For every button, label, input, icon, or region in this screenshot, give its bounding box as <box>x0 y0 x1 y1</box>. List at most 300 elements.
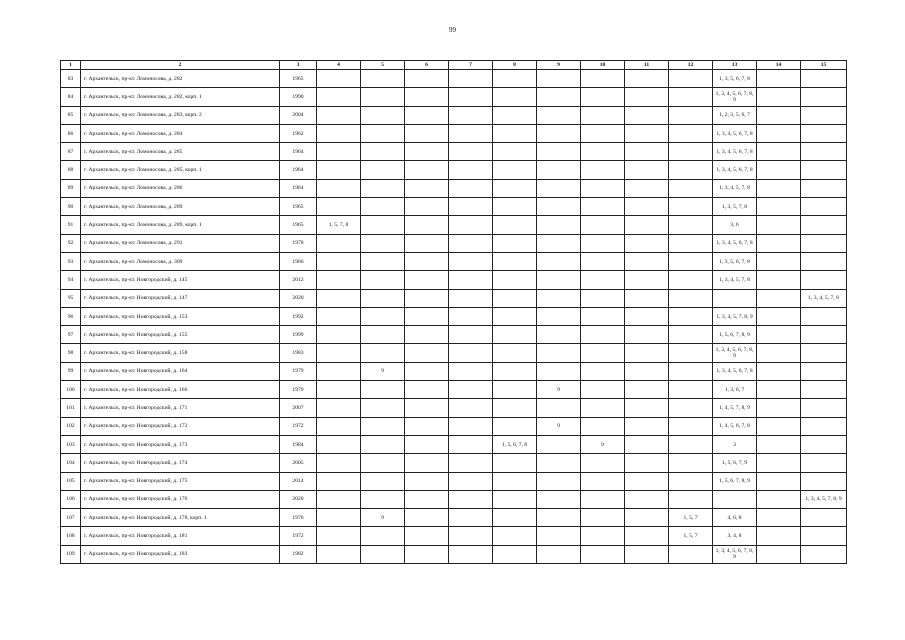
table-row <box>61 271 847 289</box>
table-cell <box>537 143 581 161</box>
column-header-11: 11 <box>625 61 669 70</box>
table-cell: 1, 4, 5, 7, 8, 9 <box>713 399 757 417</box>
table-cell: 1, 3, 4, 5, 7, 8 <box>713 271 757 289</box>
year-cell: 1982 <box>280 545 317 563</box>
table-cell <box>757 344 801 362</box>
row-number-cell: 105 <box>61 472 81 490</box>
table-cell <box>537 216 581 234</box>
table-cell <box>625 252 669 270</box>
table-cell <box>669 307 713 325</box>
address-cell: г. Архангельск, пр-кт. Новгородский, д. 166 <box>81 381 280 399</box>
row-number-cell: 98 <box>61 344 81 362</box>
address-cell: г. Архангельск, пр-кт. Новгородский, д. 147 <box>81 289 280 307</box>
table-cell <box>405 326 449 344</box>
table-cell: 1, 3, 4, 5, 7, 8, 9 <box>713 307 757 325</box>
table-cell <box>317 106 361 124</box>
table-cell <box>405 179 449 197</box>
table-cell: 1, 3, 5, 6, 7, 8 <box>713 70 757 88</box>
table-cell <box>449 179 493 197</box>
table-cell <box>537 490 581 508</box>
table-cell <box>581 70 625 88</box>
table-cell <box>493 362 537 380</box>
table-cell <box>757 143 801 161</box>
row-number-cell: 102 <box>61 417 81 435</box>
table-cell <box>493 106 537 124</box>
table-cell: 1, 2, 3, 5, 6, 7 <box>713 106 757 124</box>
table-cell: 1, 5, 6, 7, 8 <box>493 435 537 453</box>
table-cell <box>581 417 625 435</box>
table-cell <box>801 161 847 179</box>
address-cell: г. Архангельск, пр-кт. Новгородский, д. 153 <box>81 307 280 325</box>
table-row <box>61 435 847 453</box>
address-cell: г. Архангельск, пр-кт. Новгородский, д. 178, корп. 1 <box>81 509 280 527</box>
row-number-cell: 89 <box>61 179 81 197</box>
table-cell <box>669 161 713 179</box>
table-cell <box>801 307 847 325</box>
table-cell <box>801 454 847 472</box>
table-cell <box>317 472 361 490</box>
table-cell <box>757 417 801 435</box>
table-cell <box>757 326 801 344</box>
table-cell <box>669 362 713 380</box>
year-cell: 1999 <box>280 326 317 344</box>
table-cell <box>669 252 713 270</box>
table-cell <box>757 216 801 234</box>
table-cell <box>449 143 493 161</box>
table-cell <box>537 344 581 362</box>
table-cell <box>449 344 493 362</box>
address-cell: г. Архангельск, пр-кт. Новгородский, д. 145 <box>81 271 280 289</box>
year-cell: 1964 <box>280 179 317 197</box>
table-cell <box>713 490 757 508</box>
table-cell <box>361 490 405 508</box>
table-row <box>61 344 847 362</box>
table-cell <box>361 289 405 307</box>
row-number-cell: 84 <box>61 88 81 106</box>
table-cell <box>361 454 405 472</box>
table-cell <box>757 289 801 307</box>
table-row <box>61 124 847 142</box>
year-cell: 1965 <box>280 216 317 234</box>
table-cell <box>405 216 449 234</box>
table-cell <box>493 490 537 508</box>
row-number-cell: 92 <box>61 234 81 252</box>
table-cell <box>581 216 625 234</box>
year-cell: 2012 <box>280 271 317 289</box>
table-cell: 9 <box>361 362 405 380</box>
table-cell <box>625 289 669 307</box>
table-cell <box>669 88 713 106</box>
table-cell <box>493 454 537 472</box>
table-cell <box>757 527 801 545</box>
row-number-cell: 90 <box>61 198 81 216</box>
table-cell <box>625 381 669 399</box>
table-cell: 1, 3, 4, 5, 6, 7, 8 <box>713 124 757 142</box>
table-cell <box>493 399 537 417</box>
year-cell: 1965 <box>280 70 317 88</box>
table-cell: 3, 6 <box>713 216 757 234</box>
row-number-cell: 101 <box>61 399 81 417</box>
table-cell <box>405 417 449 435</box>
year-cell: 1962 <box>280 124 317 142</box>
table-cell <box>317 88 361 106</box>
table-row <box>61 399 847 417</box>
table-cell <box>581 344 625 362</box>
table-row <box>61 326 847 344</box>
table-cell <box>801 399 847 417</box>
table-cell: 1, 5, 7 <box>669 527 713 545</box>
table-cell <box>317 289 361 307</box>
table-cell: 1, 5, 6, 7, 8, 9 <box>713 326 757 344</box>
table-cell <box>669 179 713 197</box>
table-cell <box>361 435 405 453</box>
table-cell <box>537 454 581 472</box>
table-cell <box>449 362 493 380</box>
table-cell <box>361 124 405 142</box>
table-cell <box>757 454 801 472</box>
table-cell <box>581 509 625 527</box>
row-number-cell: 103 <box>61 435 81 453</box>
table-cell <box>317 545 361 563</box>
table-cell <box>625 545 669 563</box>
address-cell: г. Архангельск, пр-кт. Новгородский, д. 171 <box>81 399 280 417</box>
table-cell <box>405 527 449 545</box>
table-row <box>61 198 847 216</box>
table-cell <box>669 216 713 234</box>
table-cell <box>493 216 537 234</box>
row-number-cell: 100 <box>61 381 81 399</box>
table-cell <box>449 472 493 490</box>
table-cell <box>669 143 713 161</box>
table-cell <box>493 271 537 289</box>
table-cell: 1, 3, 4, 5, 6, 7, 8 <box>713 362 757 380</box>
year-cell: 2004 <box>280 106 317 124</box>
table-cell: 1, 3, 4, 5, 6, 7, 8, 9 <box>713 344 757 362</box>
table-cell <box>449 545 493 563</box>
table-cell <box>757 106 801 124</box>
table-cell <box>581 179 625 197</box>
table-cell <box>537 307 581 325</box>
table-cell <box>449 234 493 252</box>
table-cell <box>317 124 361 142</box>
address-cell: г. Архангельск, пр-кт. Ломоносова, д. 285, корп. 1 <box>81 161 280 179</box>
column-header-12: 12 <box>669 61 713 70</box>
table-cell <box>405 362 449 380</box>
table-cell <box>537 545 581 563</box>
table-cell <box>493 527 537 545</box>
table-cell <box>581 289 625 307</box>
table-cell <box>669 435 713 453</box>
table-cell <box>801 143 847 161</box>
table-row <box>61 490 847 508</box>
table-cell <box>405 289 449 307</box>
table-cell <box>361 70 405 88</box>
table-cell <box>625 216 669 234</box>
year-cell: 1983 <box>280 344 317 362</box>
row-number-cell: 88 <box>61 161 81 179</box>
table-row <box>61 234 847 252</box>
table-cell <box>317 527 361 545</box>
table-cell <box>625 88 669 106</box>
table-cell <box>581 545 625 563</box>
year-cell: 2014 <box>280 472 317 490</box>
table-cell <box>669 124 713 142</box>
table-cell <box>317 143 361 161</box>
table-cell <box>493 70 537 88</box>
table-cell <box>361 527 405 545</box>
table-cell <box>449 70 493 88</box>
table-cell: 9 <box>361 509 405 527</box>
address-cell: г. Архангельск, пр-кт. Ломоносова, д. 289 <box>81 198 280 216</box>
table-cell <box>449 271 493 289</box>
table-cell <box>317 399 361 417</box>
table-cell <box>361 271 405 289</box>
table-cell <box>317 252 361 270</box>
table-cell <box>361 472 405 490</box>
table-cell <box>625 454 669 472</box>
table-cell <box>405 198 449 216</box>
table-cell <box>405 307 449 325</box>
table-cell <box>537 198 581 216</box>
table-cell <box>581 106 625 124</box>
table-cell <box>361 143 405 161</box>
row-number-cell: 85 <box>61 106 81 124</box>
address-cell: г. Архангельск, пр-кт. Новгородский, д. 155 <box>81 326 280 344</box>
table-cell <box>449 161 493 179</box>
table-cell <box>317 70 361 88</box>
row-number-cell: 86 <box>61 124 81 142</box>
table-cell <box>493 472 537 490</box>
row-number-cell: 95 <box>61 289 81 307</box>
table-cell <box>581 161 625 179</box>
table-cell <box>669 417 713 435</box>
table-row <box>61 289 847 307</box>
table-cell: 9 <box>581 435 625 453</box>
year-cell: 1992 <box>280 307 317 325</box>
table-cell <box>449 454 493 472</box>
table-cell <box>625 161 669 179</box>
table-cell <box>801 472 847 490</box>
row-number-cell: 104 <box>61 454 81 472</box>
table-cell <box>801 70 847 88</box>
year-cell: 1978 <box>280 234 317 252</box>
year-cell: 2005 <box>280 454 317 472</box>
table-cell <box>361 545 405 563</box>
table-cell <box>581 454 625 472</box>
table-cell <box>537 326 581 344</box>
year-cell: 1976 <box>280 509 317 527</box>
column-header-8: 8 <box>493 61 537 70</box>
table-cell <box>405 509 449 527</box>
address-cell: г. Архангельск, пр-кт. Ломоносова, д. 286 <box>81 179 280 197</box>
table-cell <box>405 143 449 161</box>
table-cell <box>801 362 847 380</box>
table-cell <box>757 252 801 270</box>
column-header-15: 15 <box>801 61 847 70</box>
table-cell <box>493 545 537 563</box>
table-cell <box>449 326 493 344</box>
table-cell <box>449 88 493 106</box>
table-cell: 1, 5, 6, 7, 9 <box>713 454 757 472</box>
table-row <box>61 362 847 380</box>
address-cell: г. Архангельск, пр-кт. Ломоносова, д. 289, корп. 1 <box>81 216 280 234</box>
table-cell <box>669 106 713 124</box>
year-cell: 1990 <box>280 88 317 106</box>
table-cell <box>581 490 625 508</box>
table-cell <box>493 252 537 270</box>
table-cell: 1, 3, 5, 7, 8 <box>713 198 757 216</box>
table-cell <box>405 454 449 472</box>
table-cell <box>801 545 847 563</box>
table-cell <box>405 88 449 106</box>
table-cell <box>757 88 801 106</box>
row-number-cell: 94 <box>61 271 81 289</box>
table-cell <box>669 399 713 417</box>
column-header-6: 6 <box>405 61 449 70</box>
table-cell <box>625 472 669 490</box>
table-cell: 1, 4, 5, 6, 7, 8 <box>713 417 757 435</box>
table-row <box>61 307 847 325</box>
table-cell <box>361 417 405 435</box>
table-row <box>61 381 847 399</box>
table-cell <box>449 435 493 453</box>
row-number-cell: 107 <box>61 509 81 527</box>
table-cell: 1, 3, 5, 6, 7, 8 <box>713 252 757 270</box>
table-cell <box>669 381 713 399</box>
table-cell <box>581 271 625 289</box>
table-cell <box>581 124 625 142</box>
column-header-7: 7 <box>449 61 493 70</box>
table-cell <box>581 472 625 490</box>
row-number-cell: 109 <box>61 545 81 563</box>
table-row <box>61 454 847 472</box>
table-cell <box>493 161 537 179</box>
table-cell <box>625 509 669 527</box>
table-cell: 1, 3, 4, 5, 7, 8 <box>713 179 757 197</box>
address-cell: г. Архангельск, пр-кт. Ломоносова, д. 282 <box>81 70 280 88</box>
year-cell: 2007 <box>280 399 317 417</box>
table-cell <box>625 70 669 88</box>
table-cell: 1, 5, 6, 7, 8, 9 <box>713 472 757 490</box>
table-cell <box>801 417 847 435</box>
table-cell <box>757 545 801 563</box>
table-cell <box>669 490 713 508</box>
table-cell <box>801 326 847 344</box>
table-cell <box>361 216 405 234</box>
table-cell <box>757 70 801 88</box>
table-row <box>61 106 847 124</box>
row-number-cell: 106 <box>61 490 81 508</box>
column-header-9: 9 <box>537 61 581 70</box>
table-cell <box>317 271 361 289</box>
table-cell <box>757 509 801 527</box>
table-cell <box>449 527 493 545</box>
table-cell <box>537 88 581 106</box>
table-row <box>61 88 847 106</box>
table-cell <box>713 289 757 307</box>
table-cell <box>405 161 449 179</box>
table-cell <box>537 527 581 545</box>
table-cell <box>757 161 801 179</box>
table-cell <box>757 381 801 399</box>
table-cell <box>405 472 449 490</box>
table-cell <box>757 307 801 325</box>
table-cell <box>757 179 801 197</box>
table-cell: 1, 3, 4, 5, 6, 7, 8 <box>713 143 757 161</box>
table-cell <box>317 362 361 380</box>
table-cell <box>317 381 361 399</box>
year-cell: 2020 <box>280 289 317 307</box>
address-cell: г. Архангельск, пр-кт. Новгородский, д. 173 <box>81 435 280 453</box>
housing-register-table <box>60 60 847 564</box>
table-cell <box>317 509 361 527</box>
table-cell <box>669 198 713 216</box>
table-cell <box>405 435 449 453</box>
address-cell: г. Архангельск, пр-кт. Ломоносова, д. 309 <box>81 252 280 270</box>
table-cell <box>493 198 537 216</box>
table-cell <box>361 88 405 106</box>
table-cell <box>449 490 493 508</box>
table-cell <box>669 234 713 252</box>
table-row <box>61 527 847 545</box>
table-cell <box>625 527 669 545</box>
table-cell <box>405 344 449 362</box>
table-cell <box>361 252 405 270</box>
table-row <box>61 143 847 161</box>
table-cell: 1, 5, 7 <box>669 509 713 527</box>
table-cell <box>405 545 449 563</box>
table-cell <box>493 417 537 435</box>
table-cell: 9 <box>537 381 581 399</box>
table-row <box>61 252 847 270</box>
table-cell <box>537 509 581 527</box>
table-cell <box>405 106 449 124</box>
column-header-10: 10 <box>581 61 625 70</box>
column-header-14: 14 <box>757 61 801 70</box>
table-cell <box>361 234 405 252</box>
table-cell <box>317 326 361 344</box>
table-cell <box>625 490 669 508</box>
row-number-cell: 91 <box>61 216 81 234</box>
table-cell <box>537 399 581 417</box>
table-cell <box>801 88 847 106</box>
table-cell <box>317 344 361 362</box>
year-cell: 1965 <box>280 198 317 216</box>
address-cell: г. Архангельск, пр-кт. Новгородский, д. 158 <box>81 344 280 362</box>
address-cell: г. Архангельск, пр-кт. Новгородский, д. 181 <box>81 527 280 545</box>
table-cell <box>581 381 625 399</box>
row-number-cell: 87 <box>61 143 81 161</box>
table-cell <box>757 472 801 490</box>
table-cell <box>361 326 405 344</box>
column-header-1: 1 <box>61 61 81 70</box>
table-cell <box>625 435 669 453</box>
column-header-2: 2 <box>81 61 280 70</box>
table-cell <box>449 124 493 142</box>
table-cell <box>669 326 713 344</box>
table-cell: 3, 4, 8 <box>713 527 757 545</box>
table-cell <box>537 472 581 490</box>
table-cell <box>537 234 581 252</box>
address-cell: г. Архангельск, пр-кт. Новгородский, д. 174 <box>81 454 280 472</box>
header-row <box>61 61 847 70</box>
table-cell <box>317 307 361 325</box>
table-cell <box>537 161 581 179</box>
table-row <box>61 509 847 527</box>
table-cell <box>581 88 625 106</box>
table-cell <box>581 362 625 380</box>
year-cell: 1972 <box>280 527 317 545</box>
